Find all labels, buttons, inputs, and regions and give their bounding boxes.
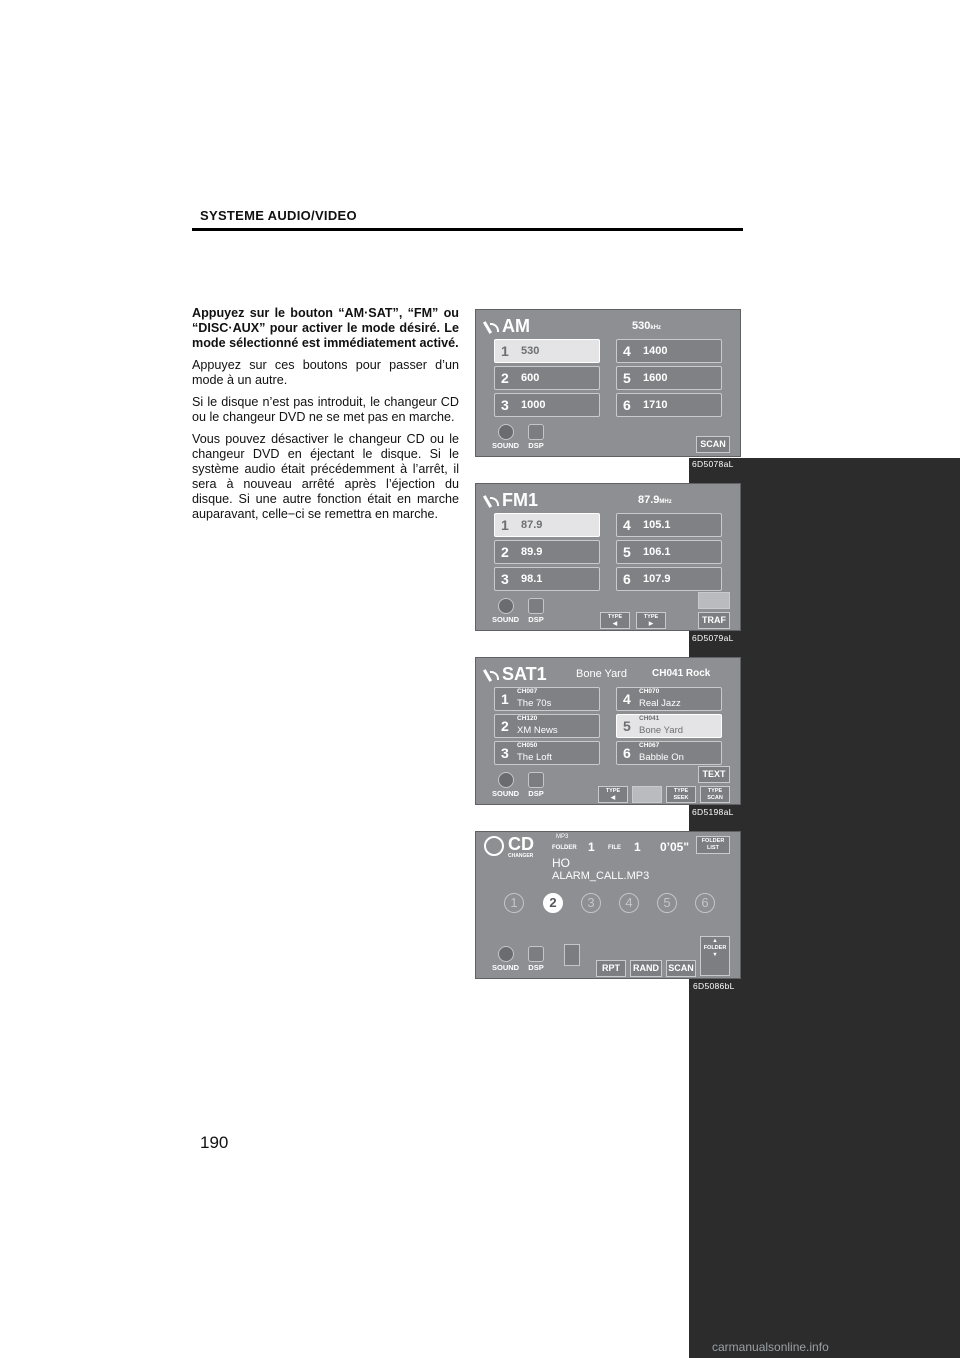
header-rule [192, 228, 743, 231]
preset-2[interactable]: 2 600 [494, 366, 600, 390]
disc-5-button[interactable]: 5 [657, 893, 677, 913]
dsp-wave-icon [528, 772, 544, 788]
instruction-paragraph: Appuyez sur le bouton “AM·SAT”, “FM” ou “DISC·AUX” pour activer le mode désiré. Le mode sélectionné est immédiatement activé. [192, 306, 459, 350]
preset-1[interactable]: 1 CH007 The 70s [494, 687, 600, 711]
figure-code-fm: 6D5079aL [689, 632, 960, 1358]
preset-4[interactable]: 4 105.1 [616, 513, 722, 537]
fm-frequency: 87.9MHz [638, 494, 672, 506]
sound-knob-icon [498, 772, 514, 788]
cd-title: CD [508, 834, 534, 854]
disc-2-button[interactable]: 2 [543, 893, 563, 913]
file-label: FILE [608, 845, 621, 851]
figure-code-sat: 6D5198aL [689, 806, 960, 1358]
scan-button[interactable]: SCAN [696, 436, 730, 453]
antenna-icon [484, 320, 498, 334]
figure-code-cd: 6D5086bL [690, 980, 960, 1358]
paragraph-no-disc: Si le disque n’est pas introduit, le changeur CD ou le changeur DVD ne se met pas en marche. [192, 395, 459, 424]
disc-icon [484, 836, 504, 856]
fm-screen [475, 483, 741, 631]
preset-4[interactable]: 4 CH070 Real Jazz [616, 687, 722, 711]
disc-6-button[interactable]: 6 [695, 893, 715, 913]
am-frequency: 530kHz [632, 320, 662, 332]
sound-knob-icon [498, 424, 514, 440]
sound-button[interactable]: SOUND [492, 424, 519, 450]
preset-2[interactable]: 2 89.9 [494, 540, 600, 564]
preset-3[interactable]: 3 98.1 [494, 567, 600, 591]
figure-code-am: 6D5078aL [689, 458, 960, 1358]
sat-channel: CH041 Rock [652, 668, 711, 679]
antenna-icon [484, 668, 498, 682]
disc-3-button[interactable]: 3 [581, 893, 601, 913]
disc-4-button[interactable]: 4 [619, 893, 639, 913]
cd-subtitle: CHANGER [508, 853, 534, 859]
folder-list-button[interactable]: FOLDER LIST [696, 836, 730, 854]
file-name: ALARM_CALL.MP3 [552, 870, 650, 882]
folder-label: FOLDER [552, 845, 577, 851]
scan-button[interactable]: SCAN [666, 960, 696, 977]
cd-screen [475, 831, 741, 979]
sound-button[interactable]: SOUND [492, 946, 519, 972]
folder-number: 1 [588, 840, 595, 854]
dsp-button[interactable]: DSP [528, 946, 544, 972]
sat-category: Bone Yard [576, 668, 627, 680]
preset-5[interactable]: 5 CH041 Bone Yard [616, 714, 722, 738]
am-screen [475, 309, 741, 457]
elapsed-time: 0’05" [660, 840, 690, 854]
dsp-button[interactable]: DSP [528, 424, 544, 450]
sat-screen [475, 657, 741, 805]
section-header: SYSTEME AUDIO/VIDEO [200, 208, 357, 223]
dsp-wave-icon [528, 946, 544, 962]
text-button[interactable]: TEXT [698, 766, 730, 783]
paragraph-eject: Vous pouvez désactiver le changeur CD ou le changeur DVD en éjectant le disque. Si le système audio était précédemment à l’arrêt, il sera à nouveau arrêté après l’éjection du disque. Si une autre fonction était en marche auparavant, celle−ci se remettra en marche. [192, 432, 459, 521]
rpt-button[interactable]: RPT [596, 960, 626, 977]
sound-knob-icon [498, 598, 514, 614]
preset-6[interactable]: 6 1710 [616, 393, 722, 417]
body-text [192, 306, 459, 529]
paragraph-switch-mode: Appuyez sur ces boutons pour passer d’un mode à un autre. [192, 358, 459, 387]
folder-name: HO [552, 856, 570, 870]
sound-button[interactable]: SOUND [492, 598, 519, 624]
mp3-label: MP3 [556, 834, 569, 840]
dsp-wave-icon [528, 424, 544, 440]
fm-title: FM1 [484, 490, 538, 511]
watermark: carmanualsonline.info [712, 1340, 829, 1354]
am-title: AM [484, 316, 530, 337]
type-next-button[interactable]: TYPE ▶ [636, 612, 666, 629]
sat-title: SAT1 [484, 664, 547, 685]
type-prev-button[interactable]: TYPE ◀ [598, 786, 628, 803]
blank-button[interactable] [698, 592, 730, 609]
preset-1[interactable]: 1 530 [494, 339, 600, 363]
disc-1-button[interactable]: 1 [504, 893, 524, 913]
preset-5[interactable]: 5 1600 [616, 366, 722, 390]
traf-button[interactable]: TRAF [698, 612, 730, 629]
page-number: 190 [200, 1133, 229, 1152]
preset-1[interactable]: 1 87.9 [494, 513, 600, 537]
folder-updown-button[interactable]: ▲ FOLDER ▼ [700, 936, 730, 976]
dsp-wave-icon [528, 598, 544, 614]
preset-6[interactable]: 6 107.9 [616, 567, 722, 591]
type-seek-button[interactable]: TYPE SEEK [666, 786, 696, 803]
file-number: 1 [634, 840, 641, 854]
rand-button[interactable]: RAND [630, 960, 662, 977]
type-scan-button[interactable]: TYPE SCAN [700, 786, 730, 803]
type-prev-button[interactable]: TYPE ◀ [600, 612, 630, 629]
sound-button[interactable]: SOUND [492, 772, 519, 798]
disc-grid-icon[interactable] [564, 944, 580, 966]
preset-5[interactable]: 5 106.1 [616, 540, 722, 564]
preset-6[interactable]: 6 CH067 Babble On [616, 741, 722, 765]
preset-3[interactable]: 3 CH050 The Loft [494, 741, 600, 765]
sound-knob-icon [498, 946, 514, 962]
dsp-button[interactable]: DSP [528, 598, 544, 624]
preset-3[interactable]: 3 1000 [494, 393, 600, 417]
preset-2[interactable]: 2 CH120 XM News [494, 714, 600, 738]
blank-button[interactable] [632, 786, 662, 803]
dsp-button[interactable]: DSP [528, 772, 544, 798]
antenna-icon [484, 494, 498, 508]
preset-4[interactable]: 4 1400 [616, 339, 722, 363]
